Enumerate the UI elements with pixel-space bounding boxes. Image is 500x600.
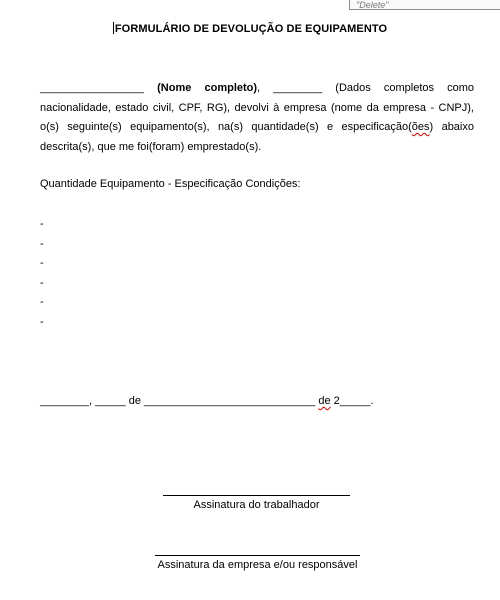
date-part-2: 2_____. [330,395,374,407]
title-text: FORMULÁRIO DE DEVOLUÇÃO DE EQUIPAMENTO [114,23,388,35]
list-item: - [40,276,44,289]
worker-signature [163,495,350,511]
company-signature [155,555,360,571]
blank-details: ________ [273,82,323,94]
signature-line [163,495,350,496]
date-part-1: ________, _____ de ____________________________ [40,395,319,407]
delete-button[interactable]: "Delete" [349,0,500,10]
signature-line [155,555,360,556]
list-item: - [40,296,44,308]
name-label: (Nome completo) [157,82,258,94]
blank-name: _________________ [40,82,145,94]
list-item: - [40,257,44,269]
declaration-paragraph [40,79,474,157]
date-de: de [318,395,331,407]
paragraph-text-b: ) abaixo descrita(s), que me foi(foram) emprestado(s). [40,121,474,153]
list-item: - [40,315,44,328]
company-signature-label: Assinatura da empresa e/ou responsável [157,559,358,571]
list-item: - [40,218,44,230]
date-line [40,395,373,407]
spelling-flag: ões [411,121,430,133]
item-list [40,215,44,332]
document-title [0,22,500,35]
columns-header: Quantidade Equipamento - Especificação Condições: [40,178,301,190]
comma: , [257,82,261,94]
list-item: - [40,237,44,250]
worker-signature-label: Assinatura do trabalhador [193,499,320,511]
text-cursor [113,22,114,34]
paragraph-text-a: (Dados completos como nacionalidade, estado civil, CPF, RG), devolvi à empresa (nome da empresa - CNPJ), o(s) seguinte(s) equipamento(s), na(s) quantidade(s) e especificação( [40,82,475,133]
